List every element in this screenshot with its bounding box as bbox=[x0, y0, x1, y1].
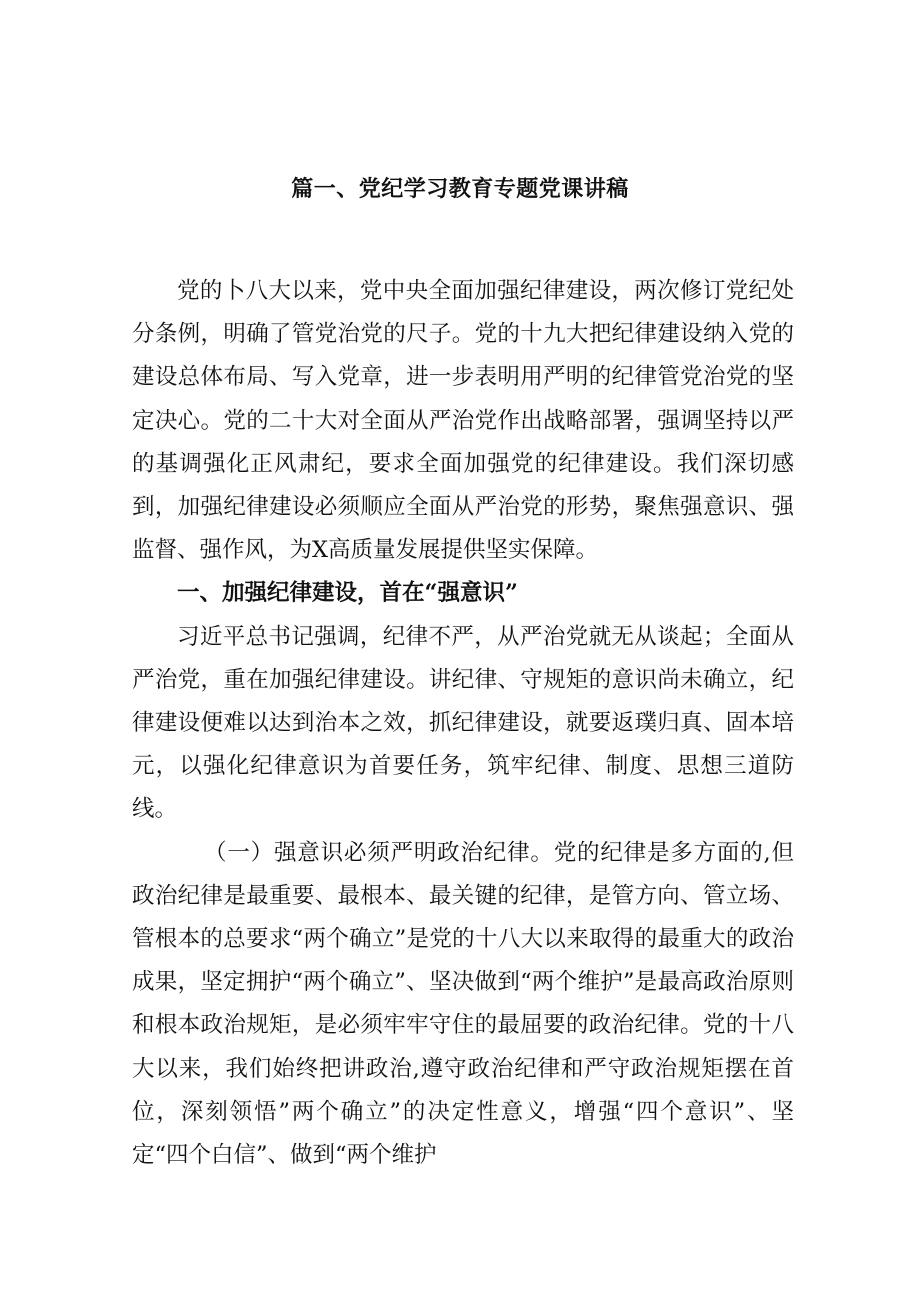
section-paragraph: 习近平总书记强调，纪律不严，从严治党就无从谈起；全面从严治党，重在加强纪律建设。讲纪律、守规矩的意识尚未确立，纪律建设便难以达到治本之效，抓纪律建设，就要返璞归真、固本培元，以强化纪律意识为首要任务，筑牢纪律、制度、思想三道防线。 bbox=[132, 623, 794, 823]
document-body bbox=[132, 270, 794, 1177]
section-heading: 一、加强纪律建设，首在“强意识” bbox=[177, 580, 518, 607]
intro-paragraph: 党的卜八大以来，党中央全面加强纪律建设，两次修订党纪处分条例，明确了管党治党的尺子。党的十九大把纪律建设纳入党的建设总体布局、写入党章，进一步表明用严明的纪律管党治党的坚定决心。党的二十大对全面从严治党作出战略部署，强调坚持以严的基调强化正风肃纪，要求全面加强党的纪律建设。我们深切感到，加强纪律建设必须顺应全面从严治党的形势，聚焦强意识、强监督、强作风，为X高质量发展提供坚实保障。 bbox=[132, 278, 794, 564]
subsection-paragraph: （一）强意识必须严明政治纪律。党的纪律是多方面的,但政治纪律是最重要、最根本、最关键的纪律，是管方向、管立场、管根本的总要求“两个确立”是党的十八大以来取得的最重大的政治成果，坚定拥护“两个确立”、坚决做到“两个维护”是最高政治原则和根本政治规矩，是必须牢牢守住的最屈要的政治纪律。党的十八大以来，我们始终把讲政治,遵守政治纪律和严守政治规矩摆在首位，深刻领悟”两个确立”的决定性意义，增强“四个意识”、坚定“四个白信”、做到“两个维护 bbox=[132, 839, 794, 1169]
document-title: 篇一、党纪学习教育专题党课讲稿 bbox=[291, 176, 629, 202]
